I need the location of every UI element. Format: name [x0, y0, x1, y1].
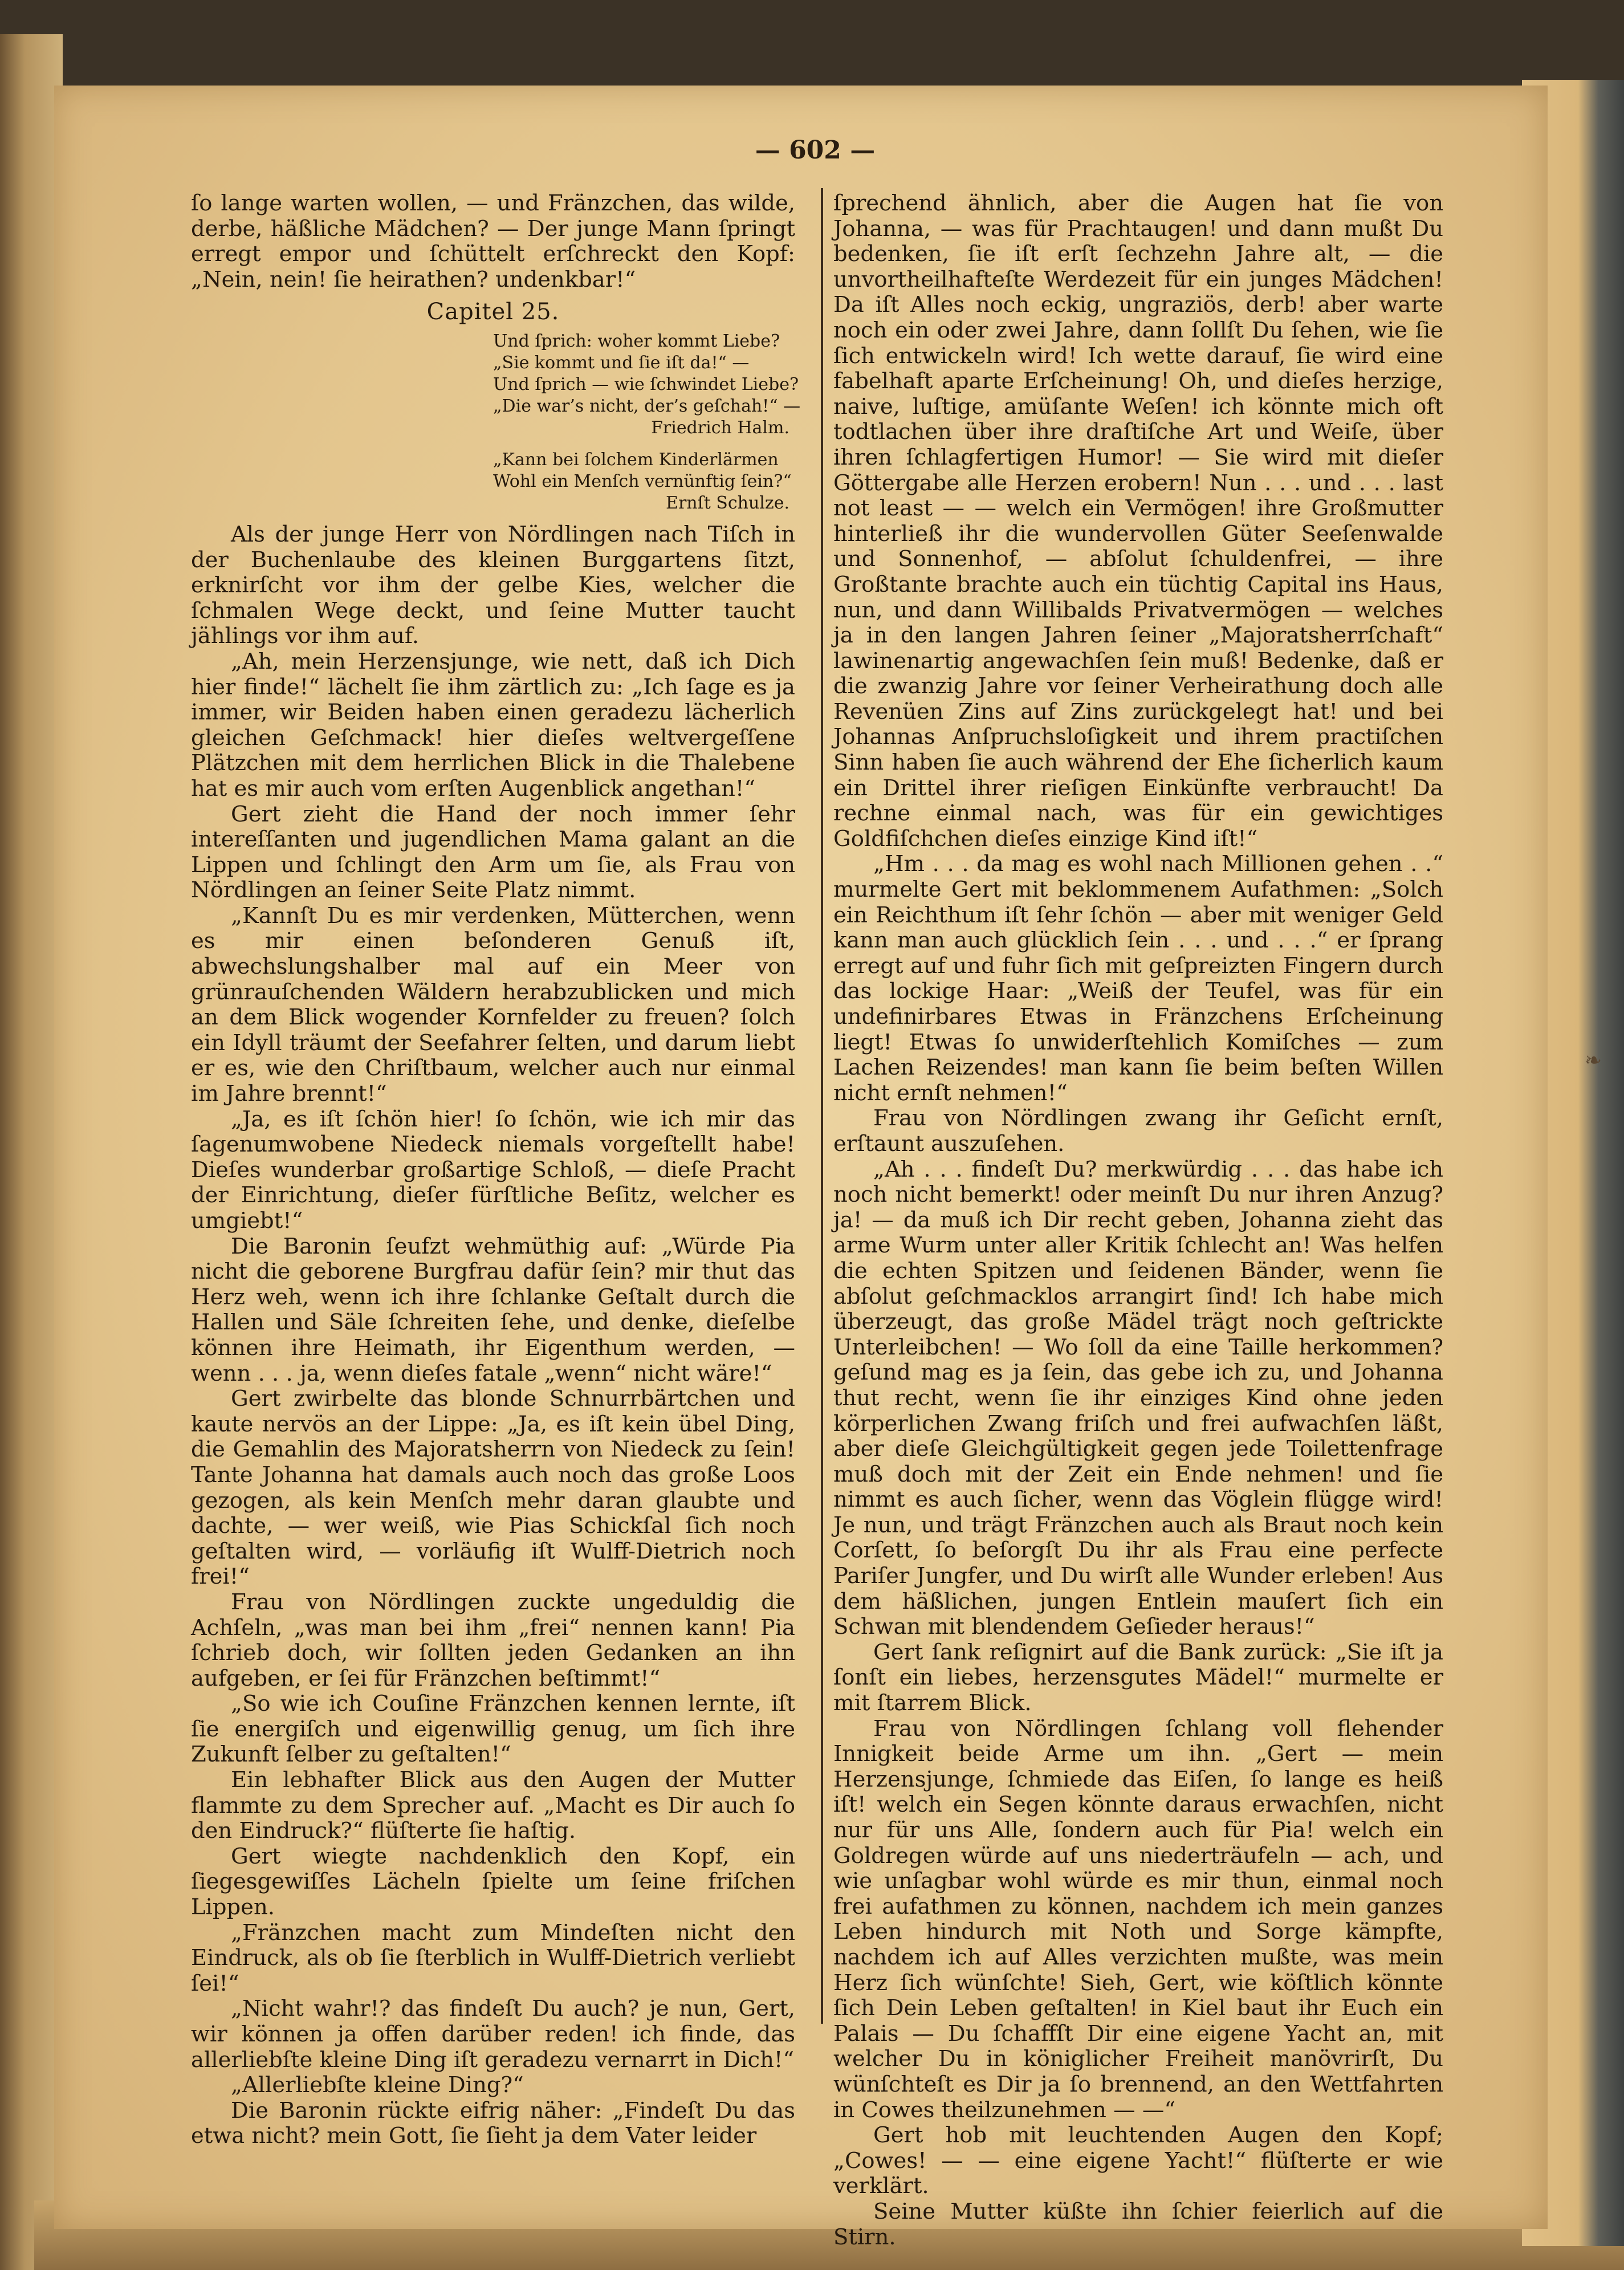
chapter-title: Capitel 25.	[426, 299, 560, 326]
paragraph: „Nicht wahr!? das findeſt Du auch? je nun, Gert, wir können ja offen darüber reden! ich finde, das allerliebſte kleine Ding iſt geradezu vernarrt in Dich!“	[191, 1996, 795, 2073]
paragraph: „Allerliebſte kleine Ding?“	[231, 2072, 524, 2098]
paragraph: „Hm . . . da mag es wohl nach Millionen gehen . .“ murmelte Gert mit beklommenem Aufathmen: „Solch ein Reichthum iſt ſehr ſchön — aber mit weniger Geld kann man auch glücklich ſein . . . und . . .“ er ſprang erregt auf und fuhr ſich mit geſpreizten Fingern durch das lockige Haar: „Weiß der Teufel, was für ein undefinirbares Etwas in Fränzchens Erſcheinung liegt! Etwas ſo unwiderſtehlich Komiſches — zum Lachen Reizendes! man kann ſie beim beſten Willen nicht ernſt nehmen!“	[833, 851, 1443, 1106]
column-divider	[821, 188, 823, 2024]
paragraph: Frau von Nördlingen zuckte ungeduldig die Achſeln, „was man bei ihm „frei“ nennen kann! Pia ſchrieb doch, wir ſollten jeden Gedanken an ihn aufgeben, er ſei für Fränzchen beſtimmt!“	[191, 1589, 795, 1691]
paragraph: Gert zieht die Hand der noch immer ſehr intereſſanten und jugendlichen Mama galant an die Lippen und ſchlingt den Arm um ſie, als Frau von Nördlingen an ſeiner Seite Platz nimmt.	[191, 801, 795, 904]
paragraph: „So wie ich Couſine Fränzchen kennen lernte, iſt ſie energiſch und eigenwillig genug, um ſich ihre Zukunft ſelber zu geſtalten!“	[191, 1691, 795, 1768]
epigraph-line: Wohl ein Menſch vernünftig ſein?“	[493, 471, 792, 491]
book-page-stack-left	[0, 34, 63, 2270]
epigraph-line: „Sie kommt und ſie iſt da!“ —	[493, 352, 750, 373]
paragraph: ſo lange warten wollen, — und Fränzchen, das wilde, derbe, häßliche Mädchen? — Der junge Mann ſpringt erregt empor und ſchüttelt erſchreckt den Kopf: „Nein, nein! ſie heirathen? undenkbar!“	[191, 190, 795, 292]
paragraph: ſprechend ähnlich, aber die Augen hat ſie von Johanna, — was für Prachtaugen! und dann mußt Du bedenken, ſie iſt erſt ſechzehn Jahre alt, — die unvortheilhafteſte Werdezeit für ein junges Mädchen! Da iſt Alles noch eckig, ungraziös, derb! aber warte noch ein oder zwei Jahre, dann ſollſt Du ſehen, wie ſie ſich entwickeln wird! Ich wette darauf, ſie wird eine fabelhaft aparte Erſcheinung! Oh, und dieſes herzige, naive, luſtige, amüſante Weſen! ich könnte mich oft todtlachen über ihre draſtiſche Art und Weiſe, über ihren ſchlagfertigen Humor! — Sie wird mit dieſer Göttergabe alle Herzen erobern! Nun . . . und . . . last not least — — welch ein Vermögen! ihre Großmutter hinterließ ihr die wundervollen Güter Seeſenwalde und Sonnenhof, — abſolut ſchuldenfrei, — ihre Großtante brachte auch ein tüchtig Capital ins Haus, nun, und dann Willibalds Privatvermögen — welches ja in den langen Jahren ſeiner „Majoratsherrſchaft“ lawinenartig angewachſen ſein muß! Bedenke, daß er die zwanzig Jahre vor ſeiner Verheirathung doch alle Revenüen Zins auf Zins zurückgelegt hat! und bei Johannas Anſpruchsloſigkeit und ihrem practiſchen Sinn haben ſie auch während der Ehe ſicherlich kaum ein Drittel ihrer rieſigen Einkünfte verbraucht! Da rechne einmal nach, was für ein gewichtiges Goldfiſchchen dieſes einzige Kind iſt!“	[833, 190, 1443, 852]
epigraph-line: Und ſprich: woher kommt Liebe?	[493, 331, 780, 351]
epigraph-halm	[493, 331, 801, 514]
epigraph-line: „Die war’s nicht, der’s geſchah!“ —	[493, 396, 801, 416]
paragraph: „Fränzchen macht zum Mindeſten nicht den Eindruck, als ob ſie ſterblich in Wulff-Dietrich verliebt ſei!“	[191, 1919, 795, 1996]
paragraph: Gert hob mit leuchtenden Augen den Kopf; „Cowes! — — eine eigene Yacht!“ flüſterte er wie verklärt.	[833, 2122, 1443, 2199]
paragraph: „Ah, mein Herzensjunge, wie nett, daß ich Dich hier finde!“ lächelt ſie ihm zärtlich zu: „Ich ſage es ja immer, wir Beiden haben einen geradezu lächerlich gleichen Geſchmack! hier dieſes weltvergeſſene Plätzchen mit dem herrlichen Blick in die Thalebene hat es mir auch vom erſten Augenblick angethan!“	[191, 648, 795, 802]
epigraph-author: Ernſt Schulze.	[666, 493, 789, 513]
margin-ornament-icon: ❧	[1585, 1049, 1602, 1072]
page-number: — 602 —	[755, 136, 876, 165]
paragraph: Gert ſank reſignirt auf die Bank zurück: „Sie iſt ja ſonſt ein liebes, herzensgutes Mädel!“ murmelte er mit ſtarrem Blick.	[833, 1639, 1443, 1716]
paragraph: Als der junge Herr von Nördlingen nach Tiſch in der Buchenlaube des kleinen Burggartens ſitzt, erknirſcht vor ihm der gelbe Kies, welcher die ſchmalen Wege deckt, und ſeine Mutter taucht jählings vor ihm auf.	[191, 521, 795, 649]
paragraph: Gert zwirbelte das blonde Schnurrbärtchen und kaute nervös an der Lippe: „Ja, es iſt kein übel Ding, die Gemahlin des Majoratsherrn von Niedeck zu ſein! Tante Johanna hat damals auch noch das große Loos gezogen, als kein Menſch mehr daran glaubte und dachte, — wer weiß, wie Pias Schickſal ſich noch geſtalten wird, — vorläufig iſt Wulff-Dietrich noch frei!“	[191, 1386, 795, 1590]
left-column	[191, 190, 801, 2149]
paragraph: „Ah . . . findeſt Du? merkwürdig . . . das habe ich noch nicht bemerkt! oder meinſt Du nur ihren Anzug? ja! — da muß ich Dir recht geben, Johanna zieht das arme Wurm unter aller Kritik ſchlecht an! Was helfen die echten Spitzen und ſeidenen Bänder, wenn ſie abſolut geſchmacklos arrangirt ſind! Ich habe mich überzeugt, das große Mädel trägt noch geſtrickte Unterleibchen! — Wo ſoll da eine Taille herkommen? geſund mag es ja ſein, das gebe ich zu, und Johanna thut recht, wenn ſie ihr einziges Kind ohne jeden körperlichen Zwang friſch und frei aufwachſen läßt, aber dieſe Gleichgültigkeit gegen jede Toilettenfrage muß doch mit der Zeit ein Ende nehmen! und ſie nimmt es auch ſicher, wenn das Vöglein flügge wird! Je nun, und trägt Fränzchen auch als Braut noch kein Corſett, ſo beſorgſt Du ihr als Frau eine perfecte Pariſer Jungfer, und Du wirſt alle Wunder erleben! Aus dem häßlichen, jungen Entlein mauſert ſich ein Schwan mit blendendem Geſieder heraus!“	[833, 1156, 1443, 1640]
paragraph: Die Baronin rückte eifrig näher: „Findeſt Du das etwa nicht? mein Gott, ſie ſieht ja dem Vater leider	[191, 2097, 795, 2149]
epigraph-author: Friedrich Halm.	[651, 417, 789, 438]
right-column	[833, 191, 1443, 2250]
paragraph: Ein lebhafter Blick aus den Augen der Mutter flammte zu dem Sprecher auf. „Macht es Dir auch ſo den Eindruck?“ flüſterte ſie haſtig.	[191, 1767, 795, 1844]
paragraph: Frau von Nördlingen ſchlang voll flehender Innigkeit beide Arme um ihn. „Gert — mein Herzensjunge, ſchmiede das Eiſen, ſo lange es heiß iſt! welch ein Segen könnte daraus erwachſen, nicht nur für uns Alle, ſondern auch für Pia! welch ein Goldregen würde auf uns niederträufeln — ach, und wie unſagbar wohl würde es mir thun, einmal noch frei aufathmen zu können, nachdem ich mein ganzes Leben hindurch mit Noth und Sorge kämpfte, nachdem ich auf Alles verzichten mußte, was mein Herz ſich wünſchte! Sieh, Gert, wie köſtlich könnte ſich Dein Leben geſtalten! in Kiel baut ihr Euch ein Palais — Du ſchaffſt Dir eine eigene Yacht an, mit welcher Du in königlicher Freiheit manövrirſt, Du wünſchteſt es Dir ja ſo brennend, an den Wettfahrten in Cowes theilzunehmen — —“	[833, 1715, 1443, 2123]
paragraph: Gert wiegte nachdenklich den Kopf, ein ſiegesgewiſſes Lächeln ſpielte um ſeine friſchen Lippen.	[191, 1843, 795, 1921]
paragraph: Frau von Nördlingen zwang ihr Geſicht ernſt, erſtaunt auszuſehen.	[833, 1105, 1443, 1157]
paragraph: „Kannſt Du es mir verdenken, Mütterchen, wenn es mir einen beſonderen Genuß iſt, abwechslungshalber mal auf ein Meer von grünrauſchenden Wäldern herabzublicken und mich an dem Blick wogender Kornfelder zu freuen? ſolch ein Idyll träumt der Seefahrer ſelten, und darum liebt er es, wie den Chriſtbaum, welcher auch nur einmal im Jahre brennt!“	[191, 902, 795, 1107]
epigraph-line: Und ſprich — wie ſchwindet Liebe?	[493, 374, 799, 394]
paragraph: Die Baronin ſeufzt wehmüthig auf: „Würde Pia nicht die geborene Burgfrau dafür ſein? mir thut das Herz weh, wenn ich ihre ſchlanke Geſtalt durch die Hallen und Säle ſchreiten ſehe, und denke, dieſelbe können ihre Heimath, ihr Eigenthum werden, — wenn . . . ja, wenn dieſes fatale „wenn“ nicht wäre!“	[191, 1233, 795, 1386]
epigraph-line: „Kann bei ſolchem Kinderlärmen	[493, 449, 779, 470]
paragraph: Seine Mutter küßte ihn ſchier feierlich auf die Stirn.	[833, 2198, 1443, 2250]
paragraph: „Ja, es iſt ſchön hier! ſo ſchön, wie ich mir das ſagenumwobene Niedeck niemals vorgeſtellt habe! Dieſes wunderbar großartige Schloß, — dieſe Pracht der Einrichtung, dieſer fürſtliche Beſitz, welcher es umgiebt!“	[191, 1106, 795, 1234]
